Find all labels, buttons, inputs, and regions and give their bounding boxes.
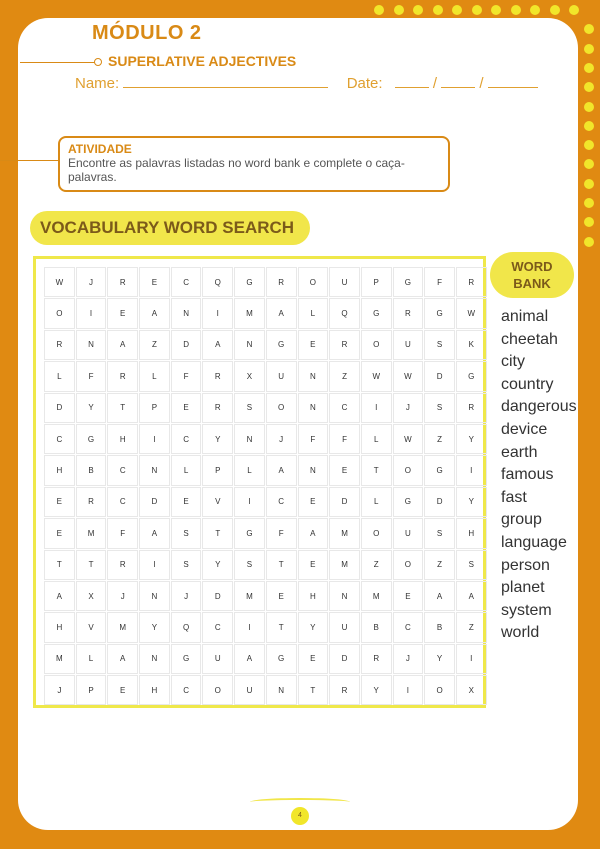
grid-cell[interactable]: D: [329, 487, 360, 517]
grid-cell[interactable]: S: [171, 518, 202, 548]
grid-cell[interactable]: S: [424, 393, 455, 423]
grid-cell[interactable]: H: [107, 424, 138, 454]
grid-cell[interactable]: C: [107, 487, 138, 517]
grid-cell[interactable]: C: [44, 424, 75, 454]
grid-cell[interactable]: C: [171, 675, 202, 705]
grid-cell[interactable]: T: [76, 550, 107, 580]
decorative-dot: [584, 82, 594, 92]
grid-cell[interactable]: J: [171, 581, 202, 611]
decorative-dot: [530, 5, 540, 15]
grid-cell[interactable]: O: [361, 518, 392, 548]
grid-cell[interactable]: X: [456, 675, 487, 705]
grid-cell[interactable]: F: [298, 424, 329, 454]
grid-cell[interactable]: B: [76, 455, 107, 485]
grid-cell[interactable]: R: [76, 487, 107, 517]
decorative-dot: [584, 44, 594, 54]
decorative-dot: [394, 5, 404, 15]
word-bank-item: world: [501, 624, 540, 642]
decorative-dot: [511, 5, 521, 15]
decorative-dot: [413, 5, 423, 15]
grid-cell[interactable]: F: [171, 361, 202, 391]
grid-cell[interactable]: Q: [329, 298, 360, 328]
decorative-dot: [452, 5, 462, 15]
grid-cell[interactable]: E: [171, 393, 202, 423]
grid-cell[interactable]: D: [424, 361, 455, 391]
grid-cell[interactable]: P: [361, 267, 392, 297]
grid-cell[interactable]: T: [107, 393, 138, 423]
grid-cell[interactable]: R: [361, 644, 392, 674]
decorative-dot: [550, 5, 560, 15]
activity-box: [58, 136, 450, 192]
grid-cell[interactable]: S: [234, 550, 265, 580]
decorative-dot: [584, 198, 594, 208]
grid-cell[interactable]: F: [329, 424, 360, 454]
grid-cell[interactable]: S: [424, 518, 455, 548]
date-separator: /: [479, 75, 484, 92]
grid-cell[interactable]: D: [329, 644, 360, 674]
grid-cell[interactable]: R: [202, 393, 233, 423]
decorative-dot: [584, 24, 594, 34]
grid-cell[interactable]: N: [171, 298, 202, 328]
grid-row: [44, 455, 487, 485]
date-year-field[interactable]: [488, 73, 538, 88]
grid-cell[interactable]: G: [393, 267, 424, 297]
grid-cell[interactable]: R: [393, 298, 424, 328]
decorative-dot: [569, 5, 579, 15]
grid-cell[interactable]: N: [139, 455, 170, 485]
grid-cell[interactable]: Z: [329, 361, 360, 391]
grid-cell[interactable]: R: [107, 267, 138, 297]
grid-cell[interactable]: C: [202, 612, 233, 642]
grid-row: [44, 644, 487, 674]
grid-cell[interactable]: P: [76, 675, 107, 705]
grid-cell[interactable]: Y: [361, 675, 392, 705]
grid-cell[interactable]: M: [234, 298, 265, 328]
section-title: VOCABULARY WORD SEARCH: [40, 218, 295, 237]
grid-cell[interactable]: I: [139, 550, 170, 580]
grid-cell[interactable]: M: [76, 518, 107, 548]
grid-cell[interactable]: E: [298, 550, 329, 580]
grid-cell[interactable]: Y: [76, 393, 107, 423]
grid-cell[interactable]: U: [234, 675, 265, 705]
grid-cell[interactable]: Y: [139, 612, 170, 642]
grid-cell[interactable]: L: [76, 644, 107, 674]
grid-cell[interactable]: V: [202, 487, 233, 517]
grid-cell[interactable]: A: [107, 330, 138, 360]
grid-cell[interactable]: G: [234, 267, 265, 297]
grid-cell[interactable]: V: [76, 612, 107, 642]
grid-cell[interactable]: N: [139, 581, 170, 611]
grid-cell[interactable]: I: [139, 424, 170, 454]
word-bank-item: dangerous: [501, 398, 577, 416]
grid-cell[interactable]: N: [234, 330, 265, 360]
grid-cell[interactable]: N: [329, 581, 360, 611]
word-bank-item: language: [501, 533, 567, 551]
grid-cell[interactable]: I: [456, 644, 487, 674]
grid-cell[interactable]: C: [171, 424, 202, 454]
grid-cell[interactable]: U: [393, 330, 424, 360]
decorative-dot: [584, 237, 594, 247]
word-bank-item: person: [501, 556, 550, 574]
grid-cell[interactable]: C: [107, 455, 138, 485]
grid-cell[interactable]: M: [361, 581, 392, 611]
grid-cell[interactable]: Y: [298, 612, 329, 642]
grid-row: [44, 518, 487, 548]
grid-cell[interactable]: E: [171, 487, 202, 517]
grid-cell[interactable]: O: [44, 298, 75, 328]
date-day-field[interactable]: [395, 73, 429, 88]
grid-cell[interactable]: U: [202, 644, 233, 674]
grid-cell[interactable]: R: [329, 675, 360, 705]
grid-cell[interactable]: L: [298, 298, 329, 328]
grid-cell[interactable]: J: [76, 267, 107, 297]
grid-cell[interactable]: G: [234, 518, 265, 548]
decorative-dot: [584, 140, 594, 150]
grid-cell[interactable]: N: [298, 361, 329, 391]
grid-cell[interactable]: K: [456, 330, 487, 360]
decorative-dot: [584, 63, 594, 73]
grid-cell[interactable]: E: [44, 518, 75, 548]
grid-cell[interactable]: B: [361, 612, 392, 642]
grid-cell[interactable]: L: [361, 487, 392, 517]
name-label: Name:: [75, 75, 120, 92]
grid-cell[interactable]: P: [139, 393, 170, 423]
word-bank-title-line1: WORD: [511, 259, 553, 274]
grid-cell[interactable]: Y: [424, 644, 455, 674]
grid-cell[interactable]: L: [171, 455, 202, 485]
grid-cell[interactable]: W: [393, 424, 424, 454]
grid-cell[interactable]: S: [456, 550, 487, 580]
grid-cell[interactable]: Y: [202, 550, 233, 580]
grid-row: [44, 550, 487, 580]
grid-cell[interactable]: A: [266, 455, 297, 485]
grid-cell[interactable]: I: [234, 612, 265, 642]
grid-cell[interactable]: F: [107, 518, 138, 548]
grid-cell[interactable]: N: [234, 424, 265, 454]
word-bank-title-line2: BANK: [513, 276, 551, 291]
grid-cell[interactable]: S: [234, 393, 265, 423]
grid-cell[interactable]: N: [298, 455, 329, 485]
word-bank-list: [501, 306, 577, 645]
grid-cell[interactable]: J: [393, 644, 424, 674]
grid-cell[interactable]: U: [393, 518, 424, 548]
grid-cell[interactable]: E: [393, 581, 424, 611]
grid-cell[interactable]: L: [44, 361, 75, 391]
word-bank-item: group: [501, 511, 542, 529]
word-bank-item: animal: [501, 308, 549, 325]
grid-cell[interactable]: M: [44, 644, 75, 674]
grid-cell[interactable]: Y: [202, 424, 233, 454]
grid-cell[interactable]: W: [456, 298, 487, 328]
grid-cell[interactable]: I: [234, 487, 265, 517]
grid-row: [44, 487, 487, 517]
grid-cell[interactable]: F: [266, 518, 297, 548]
grid-cell[interactable]: Z: [424, 550, 455, 580]
grid-cell[interactable]: R: [44, 330, 75, 360]
grid-cell[interactable]: E: [298, 330, 329, 360]
decorative-dot: [491, 5, 501, 15]
grid-cell[interactable]: E: [266, 581, 297, 611]
word-bank-item: cheetah: [501, 330, 558, 348]
word-bank-item: earth: [501, 443, 538, 461]
grid-row: [44, 393, 487, 423]
grid-cell[interactable]: D: [202, 581, 233, 611]
grid-cell[interactable]: A: [298, 518, 329, 548]
grid-cell[interactable]: F: [76, 361, 107, 391]
grid-cell[interactable]: T: [266, 612, 297, 642]
grid-cell[interactable]: C: [266, 487, 297, 517]
grid-cell[interactable]: C: [393, 612, 424, 642]
grid-cell[interactable]: H: [44, 612, 75, 642]
grid-cell[interactable]: A: [44, 581, 75, 611]
grid-cell[interactable]: G: [266, 330, 297, 360]
grid-cell[interactable]: Y: [456, 487, 487, 517]
grid-cell[interactable]: J: [44, 675, 75, 705]
grid-cell[interactable]: G: [171, 644, 202, 674]
grid-cell[interactable]: O: [393, 550, 424, 580]
grid-cell[interactable]: A: [139, 298, 170, 328]
grid-cell[interactable]: O: [298, 267, 329, 297]
grid-cell[interactable]: H: [139, 675, 170, 705]
footer-swoosh: [250, 798, 350, 806]
decorative-dot: [472, 5, 482, 15]
name-field[interactable]: [123, 73, 328, 88]
grid-cell[interactable]: D: [139, 487, 170, 517]
grid-cell[interactable]: N: [139, 644, 170, 674]
grid-cell[interactable]: T: [266, 550, 297, 580]
grid-cell[interactable]: O: [424, 675, 455, 705]
grid-cell[interactable]: E: [44, 487, 75, 517]
grid-cell[interactable]: W: [393, 361, 424, 391]
grid-cell[interactable]: R: [266, 267, 297, 297]
grid-cell[interactable]: O: [202, 675, 233, 705]
grid-cell[interactable]: N: [266, 675, 297, 705]
grid-cell[interactable]: H: [456, 518, 487, 548]
grid-cell[interactable]: A: [266, 298, 297, 328]
grid-cell[interactable]: G: [456, 361, 487, 391]
grid-cell[interactable]: E: [298, 644, 329, 674]
grid-cell[interactable]: Q: [202, 267, 233, 297]
date-label: Date:: [346, 75, 383, 92]
grid-row: [44, 581, 487, 611]
grid-cell[interactable]: J: [266, 424, 297, 454]
grid-row: [44, 361, 487, 391]
grid-cell[interactable]: T: [361, 455, 392, 485]
grid-cell[interactable]: L: [234, 455, 265, 485]
grid-cell[interactable]: L: [139, 361, 170, 391]
grid-row: [44, 298, 487, 328]
grid-cell[interactable]: D: [424, 487, 455, 517]
grid-cell[interactable]: N: [298, 393, 329, 423]
grid-cell[interactable]: G: [76, 424, 107, 454]
grid-cell[interactable]: H: [44, 455, 75, 485]
subtitle-rule: [20, 62, 96, 63]
grid-cell[interactable]: Z: [361, 550, 392, 580]
word-bank-header: [490, 252, 574, 298]
grid-cell[interactable]: I: [456, 455, 487, 485]
grid-cell[interactable]: M: [329, 550, 360, 580]
grid-cell[interactable]: X: [234, 361, 265, 391]
grid-cell[interactable]: O: [266, 393, 297, 423]
grid-cell[interactable]: M: [329, 518, 360, 548]
activity-heading: ATIVIDADE: [68, 142, 132, 156]
word-bank-item: famous: [501, 466, 554, 484]
grid-cell[interactable]: W: [361, 361, 392, 391]
grid-row: [44, 424, 487, 454]
word-bank-item: system: [501, 601, 552, 619]
grid-cell[interactable]: G: [361, 298, 392, 328]
grid-row: [44, 675, 487, 705]
word-bank-item: fast: [501, 488, 527, 506]
page-number: 4: [291, 807, 309, 825]
grid-cell[interactable]: A: [139, 518, 170, 548]
grid-cell[interactable]: E: [107, 298, 138, 328]
grid-cell[interactable]: I: [393, 675, 424, 705]
grid-cell[interactable]: I: [202, 298, 233, 328]
grid-row: [44, 267, 487, 297]
word-search-grid: [43, 266, 488, 706]
grid-cell[interactable]: D: [44, 393, 75, 423]
grid-cell[interactable]: Z: [456, 612, 487, 642]
subtitle-bullet: [94, 58, 102, 66]
word-bank-item: planet: [501, 579, 545, 597]
grid-cell[interactable]: R: [107, 361, 138, 391]
grid-cell[interactable]: R: [456, 267, 487, 297]
grid-cell[interactable]: H: [298, 581, 329, 611]
decorative-dot: [584, 159, 594, 169]
grid-cell[interactable]: G: [266, 644, 297, 674]
grid-cell[interactable]: G: [393, 487, 424, 517]
grid-cell[interactable]: G: [424, 298, 455, 328]
lesson-subtitle: SUPERLATIVE ADJECTIVES: [108, 53, 297, 69]
word-bank-item: device: [501, 420, 548, 438]
grid-cell[interactable]: A: [234, 644, 265, 674]
grid-cell[interactable]: Q: [171, 612, 202, 642]
grid-cell[interactable]: A: [202, 330, 233, 360]
grid-row: [44, 612, 487, 642]
grid-cell[interactable]: S: [171, 550, 202, 580]
grid-cell[interactable]: E: [298, 487, 329, 517]
decorative-dot: [584, 102, 594, 112]
grid-cell[interactable]: Z: [424, 424, 455, 454]
grid-cell[interactable]: E: [139, 267, 170, 297]
decorative-dot: [374, 5, 384, 15]
decorative-dot: [433, 5, 443, 15]
activity-connector: [0, 160, 58, 161]
grid-cell[interactable]: T: [202, 518, 233, 548]
module-title: MÓDULO 2: [92, 22, 202, 44]
grid-cell[interactable]: A: [424, 581, 455, 611]
grid-cell[interactable]: Y: [456, 424, 487, 454]
grid-cell[interactable]: C: [171, 267, 202, 297]
decorative-dot: [584, 217, 594, 227]
grid-cell[interactable]: J: [107, 581, 138, 611]
grid-cell[interactable]: R: [107, 550, 138, 580]
grid-cell[interactable]: A: [456, 581, 487, 611]
grid-cell[interactable]: D: [171, 330, 202, 360]
grid-cell[interactable]: P: [202, 455, 233, 485]
grid-cell[interactable]: E: [107, 675, 138, 705]
grid-cell[interactable]: T: [298, 675, 329, 705]
grid-cell[interactable]: O: [361, 330, 392, 360]
grid-cell[interactable]: U: [329, 267, 360, 297]
activity-instructions: Encontre as palavras listadas no word bank e complete o caça-palavras.: [68, 156, 405, 184]
grid-cell[interactable]: F: [424, 267, 455, 297]
grid-cell[interactable]: E: [329, 455, 360, 485]
grid-cell[interactable]: R: [456, 393, 487, 423]
word-bank-item: city: [501, 353, 525, 371]
grid-cell[interactable]: L: [361, 424, 392, 454]
grid-cell[interactable]: Z: [139, 330, 170, 360]
date-separator: /: [432, 75, 438, 92]
decorative-dot: [584, 121, 594, 131]
grid-cell[interactable]: J: [393, 393, 424, 423]
grid-cell[interactable]: B: [424, 612, 455, 642]
grid-cell[interactable]: M: [107, 612, 138, 642]
grid-cell[interactable]: R: [202, 361, 233, 391]
grid-row: [44, 330, 487, 360]
grid-cell[interactable]: W: [44, 267, 75, 297]
grid-cell[interactable]: A: [107, 644, 138, 674]
grid-cell[interactable]: I: [76, 298, 107, 328]
grid-cell[interactable]: U: [329, 612, 360, 642]
date-month-field[interactable]: [441, 73, 475, 88]
grid-cell[interactable]: C: [329, 393, 360, 423]
decorative-dot: [584, 179, 594, 189]
grid-cell[interactable]: O: [393, 455, 424, 485]
grid-cell[interactable]: U: [266, 361, 297, 391]
grid-cell[interactable]: M: [234, 581, 265, 611]
grid-cell[interactable]: G: [424, 455, 455, 485]
grid-cell[interactable]: I: [361, 393, 392, 423]
grid-cell[interactable]: S: [424, 330, 455, 360]
grid-cell[interactable]: R: [329, 330, 360, 360]
word-bank-item: country: [501, 375, 554, 393]
grid-cell[interactable]: N: [76, 330, 107, 360]
name-date-row: [75, 73, 538, 92]
grid-cell[interactable]: X: [76, 581, 107, 611]
grid-cell[interactable]: T: [44, 550, 75, 580]
